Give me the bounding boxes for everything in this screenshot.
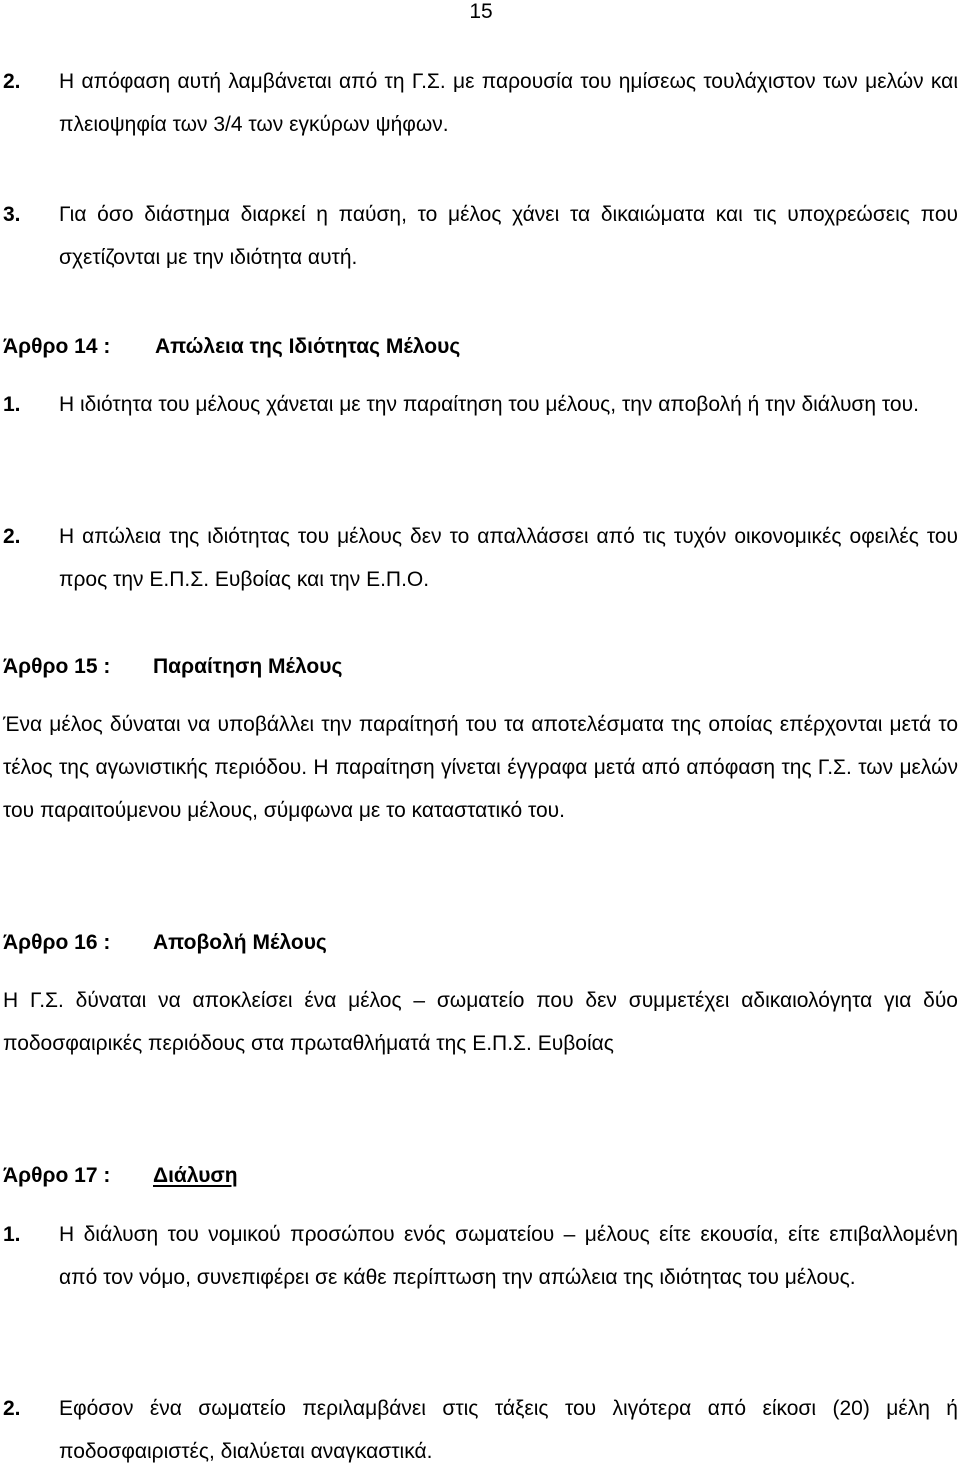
list-item	[3, 193, 958, 279]
article-label: Άρθρο 14 :	[3, 335, 111, 358]
item-number: 1.	[3, 393, 21, 416]
article-label: Άρθρο 17 :	[3, 1164, 111, 1187]
list-item	[3, 1213, 958, 1299]
article-15-paragraph: Ένα μέλος δύναται να υποβάλλει την παραίτησή του τα αποτελέσματα της οποίας επέρχονται μετά το τέλος της αγωνιστικής περιόδου. Η παραίτηση γίνεται έγγραφα μετά από απόφαση της Γ.Σ. των μελών του παραιτούμενου μέλους, σύμφωνα με το καταστατικό του.	[3, 713, 958, 822]
article-15-heading	[3, 645, 958, 688]
article-14-heading	[3, 325, 958, 368]
item-text: Εφόσον ένα σωματείο περιλαμβάνει στις τάξεις του λιγότερα από είκοσι (20) μέλη ή ποδοσφαιριστές, διαλύεται αναγκαστικά.	[59, 1397, 958, 1463]
item-text: Η απόφαση αυτή λαμβάνεται από τη Γ.Σ. με παρουσία του ημίσεως τουλάχιστον των μελών και πλειοψηφία των 3/4 των εγκύρων ψήφων.	[59, 70, 958, 136]
list-item	[3, 383, 958, 426]
page-number: 15	[469, 0, 493, 23]
article-17-heading	[3, 1154, 958, 1197]
item-number: 3.	[3, 203, 21, 226]
article-16-heading	[3, 921, 958, 964]
item-number: 2.	[3, 1397, 21, 1420]
article-label: Άρθρο 16 :	[3, 931, 111, 954]
article-title: Αποβολή Μέλους	[153, 931, 327, 954]
item-text: Η απώλεια της ιδιότητας του μέλους δεν το απαλλάσσει από τις τυχόν οικονομικές οφειλές του προς την Ε.Π.Σ. Ευβοίας και την Ε.Π.Ο.	[59, 525, 958, 591]
article-title: Παραίτηση Μέλους	[153, 655, 343, 678]
item-number: 2.	[3, 525, 21, 548]
article-label: Άρθρο 15 :	[3, 655, 111, 678]
article-title: Απώλεια της Ιδιότητας Μέλους	[155, 335, 461, 358]
item-text: Η ιδιότητα του μέλους χάνεται με την παραίτηση του μέλους, την αποβολή ή την διάλυση του.	[59, 393, 919, 416]
article-16-paragraph: Η Γ.Σ. δύναται να αποκλείσει ένα μέλος – σωματείο που δεν συμμετέχει αδικαιολόγητα για δύο ποδοσφαιρικές περιόδους στα πρωταθλήματά της Ε.Π.Σ. Ευβοίας	[3, 989, 958, 1055]
item-number: 2.	[3, 70, 21, 93]
list-item	[3, 60, 958, 146]
article-title: Διάλυση	[153, 1164, 238, 1187]
item-number: 1.	[3, 1223, 21, 1246]
item-text: Η διάλυση του νομικού προσώπου ενός σωματείου – μέλους είτε εκουσία, είτε επιβαλλομένη από τον νόμο, συνεπιφέρει σε κάθε περίπτωση την απώλεια της ιδιότητας του μέλους.	[59, 1223, 958, 1289]
list-item	[3, 515, 958, 601]
list-item	[3, 1387, 958, 1473]
item-text: Για όσο διάστημα διαρκεί η παύση, το μέλος χάνει τα δικαιώματα και τις υποχρεώσεις που σχετίζονται με την ιδιότητα αυτή.	[59, 203, 958, 269]
